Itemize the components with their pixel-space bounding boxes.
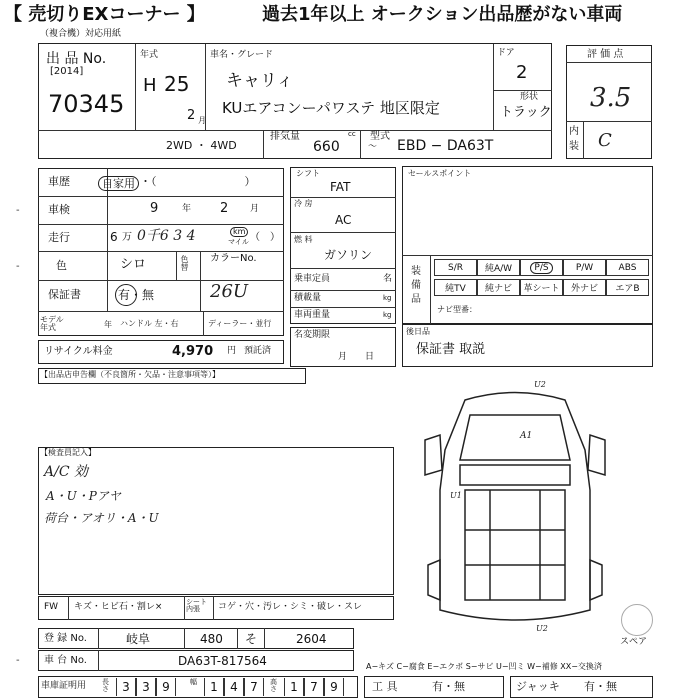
capacity-label: 乗車定員 bbox=[294, 274, 331, 284]
recycle-note: 預託済 bbox=[244, 346, 272, 356]
registration-kana: そ bbox=[245, 632, 258, 646]
weight-unit: kg bbox=[383, 311, 392, 319]
banner-right: 過去1年以上 オークション出品歴がない車両 bbox=[262, 4, 623, 25]
fw-text: キズ・ヒビ石・割レ× bbox=[74, 602, 163, 612]
drive-value: 2WD ・ 4WD bbox=[166, 139, 237, 152]
inspection-label: 車検 bbox=[48, 203, 70, 216]
shift-value: FAT bbox=[330, 180, 351, 194]
cert-digit-2-3: 7 bbox=[244, 678, 264, 696]
color-no-value: 26U bbox=[210, 281, 249, 302]
sales-point-label: セールスポイント bbox=[408, 169, 472, 178]
cert-digit-3-1: 1 bbox=[284, 678, 304, 696]
diagram-mark-side: U1 bbox=[450, 491, 462, 500]
load-label: 積載量 bbox=[294, 293, 322, 303]
registration-number: 2604 bbox=[296, 632, 327, 646]
equipment-item-row1-1: S/R bbox=[434, 259, 477, 276]
vehicle-name: キャリィ bbox=[226, 71, 294, 91]
cert-digit-3-2: 7 bbox=[304, 678, 324, 696]
fw-sheet-label: シート 内張 bbox=[186, 598, 207, 613]
recycle-label: リサイクル料金 bbox=[44, 346, 113, 357]
shape-value: トラック bbox=[500, 105, 552, 120]
navi-model: ナビ型番： bbox=[437, 305, 477, 314]
jack-label: ジャッキ bbox=[516, 680, 560, 693]
model-plate-dealer: ディーラー・並行 bbox=[208, 319, 272, 328]
diagram-mark-rear: U2 bbox=[536, 624, 548, 633]
cert-group-label-3: 高さ bbox=[270, 678, 277, 693]
interior-label-bottom: 装 bbox=[569, 141, 579, 152]
displacement-value: 660 bbox=[313, 139, 340, 155]
cert-digit-2-1: 1 bbox=[204, 678, 224, 696]
shift-label: シフト bbox=[296, 169, 320, 178]
spare-icon bbox=[621, 604, 653, 636]
lot-number: 70345 bbox=[48, 90, 125, 118]
mileage-paren: （ ） bbox=[250, 232, 280, 243]
model-year-month-unit: 月 bbox=[198, 116, 206, 125]
color-change-label: 色替 bbox=[180, 255, 189, 271]
inspection-month: 2 bbox=[220, 201, 229, 216]
cert-digit-3-3: 9 bbox=[324, 678, 344, 696]
fuel-label: 燃 料 bbox=[294, 235, 313, 244]
spare-label: スペア bbox=[620, 637, 648, 647]
recycle-value: 4,970 bbox=[172, 344, 214, 359]
equipment-item-row1-3: P/S bbox=[520, 259, 563, 276]
compat-note: （複合機）対応用紙 bbox=[40, 29, 122, 39]
chassis-label: 車 台 No. bbox=[44, 655, 87, 666]
color-no-label: カラーNo. bbox=[210, 253, 257, 264]
fuel-value: ガソリン bbox=[324, 248, 373, 262]
cert-group-label-2: 幅 bbox=[190, 678, 197, 686]
model-year-label: 年式 bbox=[140, 50, 159, 60]
equipment-item-row1-4: P/W bbox=[563, 259, 606, 276]
edge-mark-3: ‐ bbox=[16, 655, 20, 666]
capacity-unit: 名 bbox=[383, 274, 393, 284]
chassis-value: DA63T-817564 bbox=[178, 654, 267, 668]
displacement-label: 排気量 bbox=[270, 131, 300, 142]
history-reg-label: 車歴 bbox=[48, 175, 70, 188]
inspector-label: 【検査員記入】 bbox=[40, 448, 96, 457]
cert-group-label-1: 長さ bbox=[102, 678, 109, 693]
mileage-man: 6 bbox=[110, 230, 118, 244]
banner-left: 【 売切りEXコーナー 】 bbox=[4, 4, 205, 25]
vehicle-grade: KUエアコンーパワステ 地区限定 bbox=[222, 99, 440, 117]
change-unit: 月 日 bbox=[338, 352, 375, 362]
color-value: シロ bbox=[120, 257, 147, 272]
inspector-line-2: A・U・Pアヤ bbox=[46, 489, 121, 503]
equipment-item-row2-4: 外ナビ bbox=[563, 279, 606, 296]
vehicle-label: 車名・グレード bbox=[210, 50, 274, 60]
registration-class: 480 bbox=[200, 632, 223, 646]
mileage-man-unit: 万 bbox=[122, 232, 132, 243]
lot-label: 出 品 No. bbox=[46, 51, 107, 67]
diagram-mark-front: U2 bbox=[534, 380, 546, 389]
equipment-item-row2-2: 純ナビ bbox=[477, 279, 520, 296]
sales-point-box bbox=[402, 166, 653, 324]
diagram-mark-hood: A1 bbox=[520, 431, 533, 441]
model-code-prefix: ～ bbox=[368, 142, 378, 152]
mileage-label: 走行 bbox=[48, 231, 70, 244]
warranty-circle bbox=[115, 284, 137, 306]
fw-sheet-text: コゲ・穴・汚レ・シミ・破レ・スレ bbox=[218, 602, 363, 612]
equipment-label: 装備品 bbox=[411, 266, 421, 305]
model-plate-handle: ハンドル 左・右 bbox=[120, 319, 179, 328]
tools-value: 有・無 bbox=[432, 680, 465, 693]
cert-digit-1-1: 3 bbox=[116, 678, 136, 696]
inspector-line-3: 荷台・アオリ・A・U bbox=[44, 511, 159, 525]
registration-label: 登 録 No. bbox=[44, 633, 87, 644]
fw-label: FW bbox=[44, 602, 59, 612]
edge-mark-2: ‐ bbox=[16, 261, 20, 272]
interior-label-top: 内 bbox=[569, 126, 579, 137]
car-diagram bbox=[410, 380, 620, 640]
recycle-unit: 円 bbox=[227, 346, 237, 356]
interior-value: C bbox=[598, 130, 612, 151]
doors-value: 2 bbox=[516, 62, 528, 83]
mileage-value: 0千6 3 4 bbox=[137, 228, 196, 244]
model-year-era: H bbox=[143, 75, 157, 96]
cert-digit-1-3: 9 bbox=[156, 678, 176, 696]
equipment-item-row2-5: エアB bbox=[606, 279, 649, 296]
cert-label: 車庫証明用 bbox=[41, 681, 87, 691]
color-label: 色 bbox=[56, 259, 67, 272]
after-value: 保証書 取説 bbox=[416, 342, 486, 357]
history-reg-rest: ・（ ） bbox=[140, 175, 256, 188]
inspection-month-unit: 月 bbox=[250, 204, 260, 214]
weight-label: 車両重量 bbox=[294, 310, 331, 320]
damage-legend: A−キズ C−腐食 E−エクボ S−サビ U−凹ミ W−補修 XX−交換済 bbox=[366, 662, 602, 671]
model-year-month: 2 bbox=[187, 108, 196, 123]
tools-label: 工 具 bbox=[372, 680, 398, 693]
after-label: 後日品 bbox=[406, 327, 430, 336]
inspection-year-unit: 年 bbox=[182, 204, 192, 214]
displacement-unit: cc bbox=[348, 130, 356, 138]
warranty-label: 保証書 bbox=[48, 288, 81, 301]
inspector-line-1: A/C 効 bbox=[44, 464, 88, 480]
mileage-unit-top: km bbox=[230, 227, 248, 237]
ac-label: 冷 房 bbox=[294, 199, 313, 208]
cert-digit-2-2: 4 bbox=[224, 678, 244, 696]
score-value: 3.5 bbox=[590, 83, 632, 113]
doors-label: ドア bbox=[497, 48, 515, 58]
declaration-label: 【出品店申告欄（不良箇所・欠品・注意事項等）】 bbox=[40, 370, 220, 379]
history-reg-value: 自家用 bbox=[98, 176, 139, 191]
shape-label: 形状 bbox=[520, 92, 539, 102]
mileage-unit-bottom: マイル bbox=[228, 238, 249, 246]
model-code-value: EBD − DA63T bbox=[397, 138, 494, 154]
equipment-item-row1-5: ABS bbox=[606, 259, 649, 276]
load-unit: kg bbox=[383, 294, 392, 302]
registration-area: 岐阜 bbox=[126, 632, 151, 646]
lot-year-tag: [2014] bbox=[50, 66, 84, 77]
model-plate-mid: 年 bbox=[104, 320, 112, 329]
equipment-item-row2-3: 革シート bbox=[520, 279, 563, 296]
equipment-item-row1-2: 純A/W bbox=[477, 259, 520, 276]
equipment-item-row2-1: 純TV bbox=[434, 279, 477, 296]
cert-digit-1-2: 3 bbox=[136, 678, 156, 696]
jack-value: 有・無 bbox=[584, 680, 617, 693]
model-code-label: 型式 bbox=[370, 131, 390, 142]
edge-mark-1: ‐ bbox=[16, 205, 20, 216]
model-plate-label: モデル年式 bbox=[40, 315, 64, 332]
warranty-value: 有・無 bbox=[118, 288, 155, 302]
inspection-year: 9 bbox=[150, 201, 159, 216]
ac-value: AC bbox=[335, 213, 352, 227]
model-year-value: 25 bbox=[164, 72, 190, 96]
change-label: 名変期限 bbox=[294, 330, 331, 340]
score-label: 評 価 点 bbox=[587, 49, 624, 60]
